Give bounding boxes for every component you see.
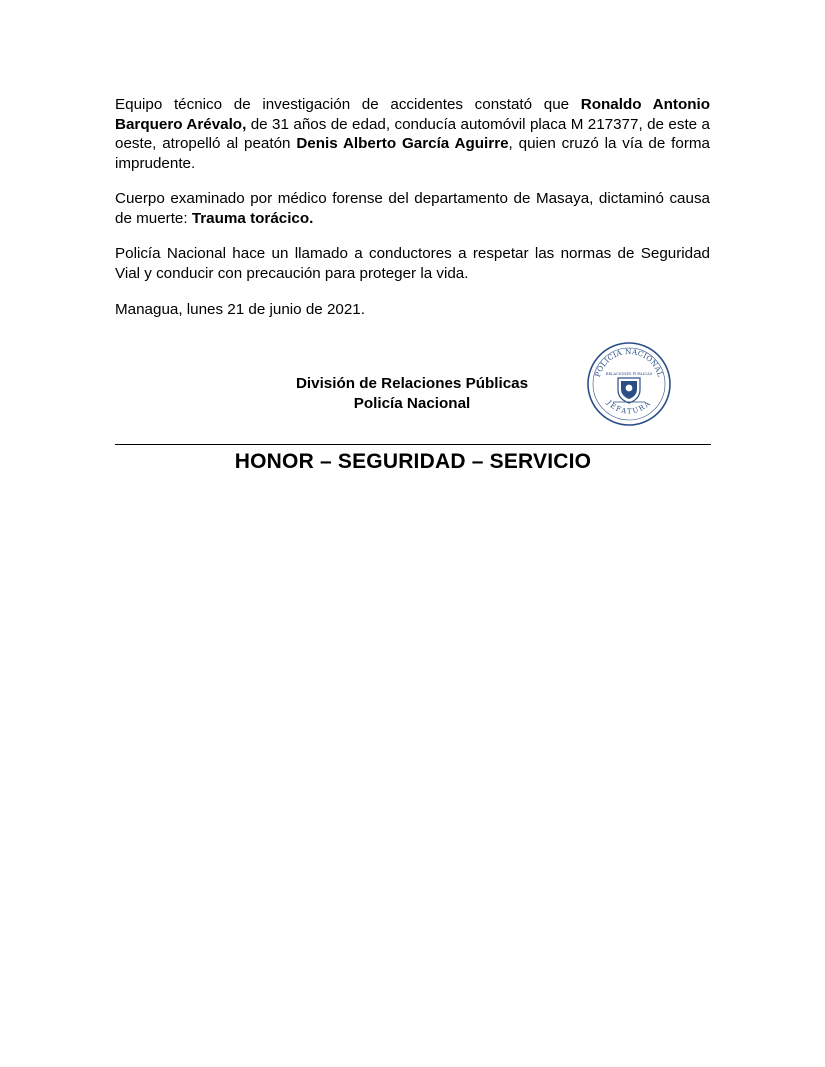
text-run: Cuerpo examinado por médico forense del departamento de Masaya, dictaminó causa de muerte: bbox=[115, 190, 710, 227]
motto: HONOR – SEGURIDAD – SERVICIO bbox=[234, 450, 592, 473]
paragraph-call-to-action: Policía Nacional hace un llamado a conductores a respetar las normas de Seguridad Vial y conducir con precaución para proteger la vida. bbox=[115, 245, 710, 282]
pedestrian-name: Denis Alberto García Aguirre bbox=[296, 135, 509, 152]
signature-institution: Policía Nacional bbox=[353, 394, 471, 412]
date-line: Managua, lunes 21 de junio de 2021. bbox=[115, 301, 365, 318]
paragraph-forensic bbox=[115, 189, 710, 228]
divider-line bbox=[115, 444, 711, 445]
cause-of-death: Trauma torácico. bbox=[191, 209, 314, 227]
signature-division: División de Relaciones Públicas bbox=[295, 375, 529, 392]
signature-block bbox=[262, 374, 562, 413]
svg-text:POLICIA NACIONAL: POLICIA NACIONAL bbox=[592, 346, 666, 379]
svg-text:RELACIONES PUBLICAS: RELACIONES PUBLICAS bbox=[605, 372, 653, 376]
text-run: Equipo técnico de investigación de accidentes constató que bbox=[115, 96, 581, 113]
text-run: , quien cruzó la vía de forma imprudente. bbox=[115, 135, 710, 172]
police-seal-icon bbox=[585, 340, 673, 428]
text-run: de 31 años de edad, conducía automóvil placa M 217377, de este a oeste, atropelló al peatón bbox=[115, 115, 710, 152]
driver-name: Ronaldo Antonio Barquero Arévalo, bbox=[115, 96, 710, 133]
paragraph-accident-report bbox=[115, 95, 710, 173]
svg-text:JEFATURA: JEFATURA bbox=[605, 398, 653, 416]
